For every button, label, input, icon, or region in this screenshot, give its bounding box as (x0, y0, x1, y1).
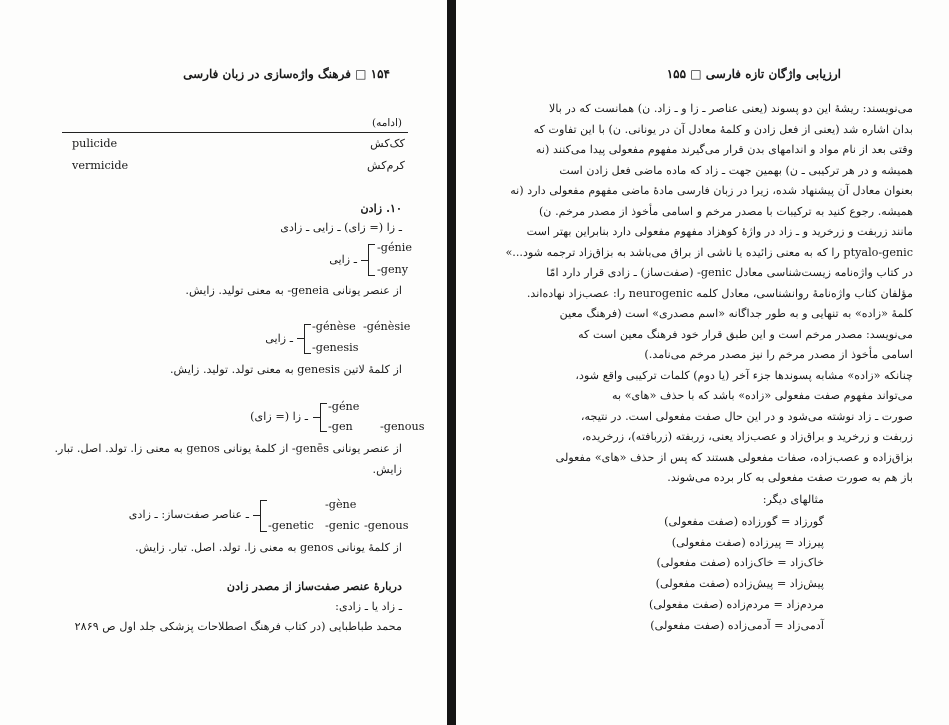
example-item: خاک‌زاد = خاک‌زاده (صفت مفعولی) (656, 556, 824, 570)
term-latin-1: pulicide (72, 137, 118, 150)
paragraph-line: بدان اشاره شد (یعنی از فعل زادن و کلمهٔ معادل آن در یونانی. ن) با این تفاوت که (533, 122, 913, 136)
g2-brace-top (304, 324, 311, 325)
example-item: گورزاد = گورزاده (صفت مفعولی) (664, 515, 824, 528)
example-item: آدمی‌زاد = آدمی‌زاده (صفت مفعولی) (650, 618, 824, 632)
page-gutter (447, 0, 456, 725)
g3-brace-top (320, 403, 327, 404)
g2-form-c: -genesis (312, 341, 359, 354)
g1-brace-top (368, 244, 375, 245)
g1-brace (368, 244, 369, 276)
g4-form-d: -genous (364, 519, 409, 532)
g1-brace-bottom (368, 275, 375, 276)
paragraph-line: مانند زربفت و زرخرید و ـ زاد در واژهٔ کوهزاد مفهوم مفعولی دارد بنابراین بهتر است (526, 225, 913, 238)
paragraph-line: زربفت و زرخرید و براق‌زاد و عصب‌زاد یعنی، زربفته (زربافته)، زرخریده، (581, 430, 913, 443)
g4-form-a: -gène (325, 498, 357, 511)
g2-brace (304, 324, 305, 354)
g1-note: از عنصر یونانی geneia- به معنی تولید. زایش. (185, 284, 402, 297)
left-page (0, 0, 450, 725)
paragraph-line: کلمهٔ «زاده» به تنهایی و به طور جداگانه «اسم مصدری» است (فرهنگ معین (559, 307, 913, 320)
g2-brace-bottom (304, 353, 311, 354)
example-item: پیرزاد = پیرزاده (صفت مفعولی) (671, 535, 824, 549)
g3-form-a: -géne (328, 400, 360, 413)
paragraph-line: اسامی مأخوذ از مصدر مرخم را نیز مصدر مرخم می‌نامد.) (644, 348, 913, 361)
page-header-left: ۱۵۴ □ فرهنگ واژه‌سازی در زبان فارسی (183, 67, 390, 81)
term-latin-2: vermicide (72, 159, 129, 172)
g4-form-b: -genetic (268, 519, 314, 532)
paragraph-line: همیشه و در هر ترکیبی ـ ن) بهمین جهت ـ زاد که ماده ماضی فعل زادن است (559, 163, 913, 177)
paragraph-line: مؤلفان کتاب واژه‌نامهٔ روانشناسی، معادل کلمه neurogenic را: عصب‌زاد نهاده‌اند. (526, 286, 913, 300)
g1-brace-tip (361, 260, 368, 261)
g4-label: ـ عناصر صفت‌ساز: ـ زادی (128, 508, 249, 521)
g3-brace-tip (313, 417, 320, 418)
g2-form-a: -génèse (312, 320, 356, 333)
g3-form-b: -gen (328, 420, 353, 433)
examples-title: مثالهای دیگر: (762, 493, 824, 506)
g3-label: ـ زا (= زای) (250, 410, 308, 423)
paragraph-line: می‌نویسند: ریشهٔ این دو پسوند (یعنی عناصر ـ زا و ـ زاد. ن) همانست که در بالا (549, 102, 913, 115)
paragraph-line: بعنوان معادل آن پیشنهاد شده، زیرا در زبان فارسی مادهٔ ماضی مفهوم مفعولی دارد (نه (510, 184, 913, 197)
example-item: مردم‌زاد = مردم‌زاده (صفت مفعولی) (648, 597, 824, 611)
term-persian-2: کرم‌کش (366, 159, 405, 172)
paragraph-line: می‌تواند مفهوم صفت مفعولی «زاده» باشد که با حذف «های» به (612, 389, 913, 402)
g1-label: ـ زایی (329, 253, 357, 266)
g2-brace-tip (297, 338, 304, 339)
g3-brace-bottom (320, 431, 327, 432)
subsection-title: دربارهٔ عنصر صفت‌ساز از مصدر زادن (226, 579, 402, 593)
paragraph-line: باز هم به صورت صفت مفعولی به کار برده می‌شوند. (667, 471, 913, 484)
g2-note: از کلمهٔ لاتین genesis به معنی تولد. تولید. زایش. (170, 363, 402, 376)
g3-form-c: -genous (380, 420, 425, 433)
paragraph-line: در کتاب واژه‌نامه زیست‌شناسی معادل genic- (صفت‌ساز) ـ زادی قرار دارد امّا (546, 266, 913, 279)
g3-note-1: از عنصر یونانی genēs- از کلمهٔ یونانی genos به معنی زا. تولد. اصل. تبار. (54, 442, 402, 455)
g4-form-c: -genic (325, 519, 360, 532)
term-persian-1: کک‌کش (370, 137, 405, 150)
g1-form-b: -geny (377, 263, 409, 276)
paragraph-line: چنانکه «زاده» مشابه پسوندها جزء آخر (یا دوم) کلمات ترکیبی واقع شود، (575, 368, 913, 382)
subsection-line: ـ زاد یا ـ زادی: (335, 600, 402, 613)
g4-brace-top (260, 500, 267, 501)
g1-form-a: -génie (377, 241, 412, 254)
g4-brace-bottom (260, 531, 267, 532)
paragraph-line: همیشه. رجوع کنید به ترکیبات با مصدر مرخم و اسامی مأخوذ از مصدر مرخم. ن) (538, 204, 913, 218)
g3-note-2: زایش. (372, 463, 402, 476)
section-title: ۱۰. زادن (360, 201, 402, 215)
paragraph-line: بزاق‌زاده و عصب‌زاده، صفات مفعولی هستند که پس از حذف «های» مفعولی (555, 450, 913, 464)
paragraph-line: صورت ـ زاد نوشته می‌شود و در این حال صفت مفعولی است. در نتیجه، (580, 409, 913, 423)
g2-label: ـ زایی (265, 332, 293, 345)
right-page (456, 0, 949, 725)
example-item: پیش‌زاد = پیش‌زاده (صفت مفعولی) (655, 577, 824, 591)
citation-line: محمد طباطبایی (در کتاب فرهنگ اصطلاحات پزشکی جلد اول ص ۲۸۶۹ (74, 620, 402, 633)
g4-brace-tip (253, 515, 260, 516)
paragraph-line: وقتی بعد از نام مواد و اندامهای بدن قرار می‌گیرند مفهوم مفعولی پیدا می‌کنند (نه (535, 143, 913, 156)
paragraph-line: می‌نویسد: مصدر مرخم است و این طبق قرار خود فرهنگ معین است که (578, 327, 913, 341)
g3-brace (320, 403, 321, 432)
g2-form-b: -génèsie (363, 320, 411, 333)
paragraph-line: ptyalo-genic را که به معنی زائیده یا ناشی از براق می‌باشد به بزاق‌زاد ترجمه شود...» (505, 245, 913, 259)
table-rule (62, 132, 408, 133)
continued-label: (ادامه) (372, 117, 402, 129)
section-line: ـ زا (= زای) ـ زایی ـ زادی (280, 221, 402, 234)
g4-brace (260, 500, 261, 532)
page-header-right: ارزیابی واژگان تازه فارسی □ ۱۵۵ (666, 67, 841, 81)
g4-note: از کلمهٔ یونانی genos به معنی زا. تولد. اصل. تبار. زایش. (135, 541, 402, 554)
